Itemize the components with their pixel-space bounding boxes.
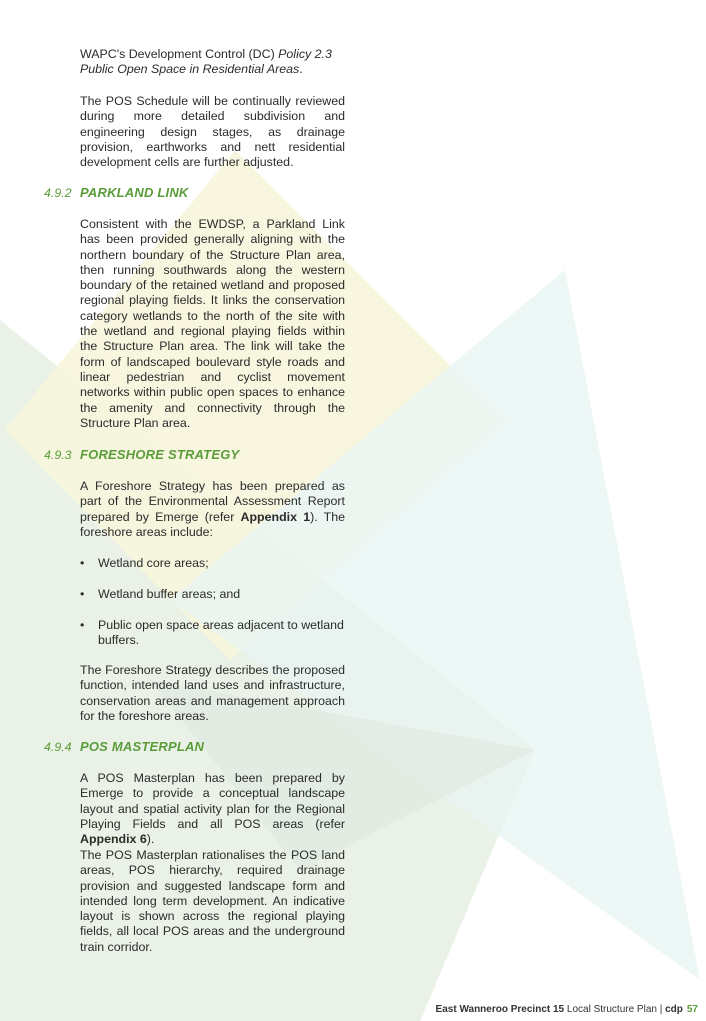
page-number: 57 xyxy=(686,1004,698,1015)
footer-title-rest: Local Structure Plan | xyxy=(564,1004,666,1015)
parkland-paragraph xyxy=(80,217,345,431)
policy-title: Public Open Space in Residential Areas xyxy=(80,62,300,77)
bullet-icon: • xyxy=(80,556,85,570)
describes-paragraph xyxy=(80,663,345,724)
intro-text: WAPC's Development Control (DC) xyxy=(80,47,279,61)
section-number-masterplan: 4.9.4 xyxy=(44,740,72,754)
bullet-icon: • xyxy=(80,587,85,601)
rationalises-paragraph xyxy=(80,848,345,955)
review-paragraph xyxy=(80,94,345,170)
appendix-6-ref: Appendix 6 xyxy=(80,832,147,847)
foreshore-paragraph xyxy=(80,479,345,540)
foreshore-text-before: A Foreshore Strategy has been prepared as part of the Environmental Assessment Report prepared by Emerge (refer xyxy=(80,479,345,524)
section-title-foreshore: FORESHORE STRATEGY xyxy=(80,447,240,462)
list-item-text: Public open space areas adjacent to wetland buffers. xyxy=(98,618,344,648)
section-title-parkland: PARKLAND LINK xyxy=(80,185,189,200)
intro-paragraph xyxy=(80,47,345,78)
masterplan-text-after: ). xyxy=(146,832,155,847)
foreshore-text-after: ). The foreshore areas include: xyxy=(80,509,346,539)
review-text: The POS Schedule will be continually reviewed during more detailed subdivision and engineering design stages, as drainage provision, earthworks and nett residential development cells are further adjusted. xyxy=(80,94,345,170)
intro-tail: . xyxy=(299,62,303,77)
footer-title-bold: East Wanneroo Precinct 15 xyxy=(435,1004,565,1015)
page-footer xyxy=(436,1004,698,1015)
parkland-text: Consistent with the EWDSP, a Parkland Link has been provided generally aligning with the northern boundary of the Structure Plan area, then running southwards along the western boundary of the retained wetland and proposed regional playing fields. It links the conservation category wetlands to the north of the site with the wetland and regional playing fields within the Structure Plan area. The link will take the form of landscaped boulevard style roads and linear pedestrian and cyclist movement networks within public open spaces to enhance the amenity and connectivity through the Structure Plan area. xyxy=(80,217,345,430)
list-item-text: Wetland core areas; xyxy=(98,556,209,570)
masterplan-text-before: A POS Masterplan has been prepared by Emerge to provide a conceptual landscape layout and spatial activity plan for the Regional Playing Fields and all POS areas (refer xyxy=(80,771,345,831)
describes-text: The Foreshore Strategy describes the proposed function, intended land uses and infrastructure, conservation areas and management approach for the foreshore areas. xyxy=(80,663,345,723)
appendix-1-ref: Appendix 1 xyxy=(240,509,311,524)
policy-name: Policy 2.3 xyxy=(278,47,332,61)
list-item-text: Wetland buffer areas; and xyxy=(98,587,241,601)
section-number-foreshore: 4.9.3 xyxy=(44,448,72,462)
bullet-icon: • xyxy=(80,618,85,632)
section-number-parkland: 4.9.2 xyxy=(44,186,72,200)
masterplan-paragraph xyxy=(80,771,345,847)
section-title-masterplan: POS MASTERPLAN xyxy=(80,739,205,754)
rationalises-text: The POS Masterplan rationalises the POS land areas, POS hierarchy, required drainage provision and suggested landscape form and intended long term development. An indicative layout is shown across the regional playing fields, all local POS areas and the underground train corridor. xyxy=(80,848,345,954)
footer-brand: cdp xyxy=(665,1004,683,1015)
